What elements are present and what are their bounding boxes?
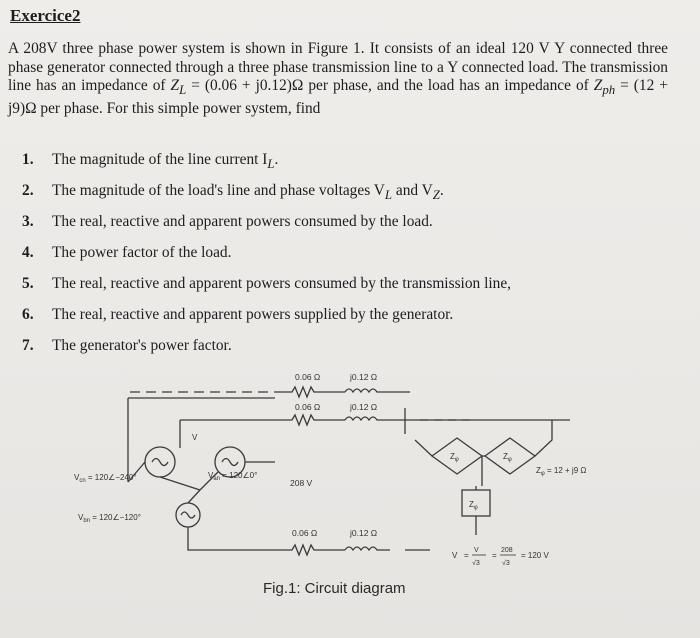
load-label-1: $Z_\varphi$ bbox=[450, 452, 459, 463]
question-end: . bbox=[439, 182, 444, 199]
question-item bbox=[22, 212, 682, 243]
frac-den-2: √3 bbox=[502, 560, 510, 567]
question-end: . bbox=[274, 151, 279, 168]
question-text: The real, reactive and apparent powers supplied by the generator. bbox=[52, 306, 454, 323]
van-label: $V_{an}$ = 120∠0° bbox=[208, 471, 258, 482]
question-list bbox=[22, 150, 682, 367]
exercise-heading: Exercice2 bbox=[10, 6, 81, 25]
line-resistance-top-label: 0.06 Ω bbox=[295, 372, 321, 382]
question-number: 1. bbox=[22, 151, 34, 168]
problem-statement bbox=[8, 40, 668, 118]
line-reactance-bot-label: j0.12 Ω bbox=[350, 528, 378, 538]
question-text: The real, reactive and apparent powers consumed by the load. bbox=[52, 213, 433, 230]
zl-symbol: Z bbox=[170, 77, 180, 95]
zph-value: = (12 + j9)Ω per phase. For this simple power system, find bbox=[8, 77, 668, 117]
equals-sign-2: = bbox=[492, 551, 497, 560]
load-impedance-label: $Z_\varphi = 12 + j9$ Ω bbox=[536, 466, 587, 477]
question-subscript: L bbox=[267, 157, 275, 172]
line-voltage-label: 208 V bbox=[290, 478, 313, 488]
line-resistance-bot-label: 0.06 Ω bbox=[292, 528, 318, 538]
question-text: The real, reactive and apparent powers consumed by the transmission line, bbox=[52, 275, 511, 292]
phase-voltage-result: = 120 V bbox=[521, 551, 549, 560]
zl-subscript: L bbox=[179, 83, 187, 98]
question-number: 2. bbox=[22, 182, 34, 199]
question-mid: and V bbox=[392, 182, 433, 199]
line-reactance-top-label: j0.12 Ω bbox=[350, 372, 378, 382]
question-text: The magnitude of the line current I bbox=[52, 151, 268, 168]
question-number: 7. bbox=[22, 337, 34, 354]
question-item bbox=[22, 150, 682, 181]
question-number: 4. bbox=[22, 244, 34, 261]
intro-text-1: A 208V three phase power system is shown in Figure 1. It consists of an ideal 120 V Y connected three phase generator connected through a three phase transmission line to a Y connected load. The transmission line has an impedance of bbox=[8, 40, 668, 95]
line-resistance-mid-label: 0.06 Ω bbox=[295, 402, 321, 412]
frac-num-2: 208 bbox=[501, 547, 513, 554]
zph-symbol: Z bbox=[593, 77, 603, 95]
phase-voltage-lhs: V bbox=[452, 551, 458, 560]
vcn-label: $V_{cn}$ = 120∠−240° bbox=[74, 473, 137, 484]
question-number: 5. bbox=[22, 275, 34, 292]
frac-den-1: √3 bbox=[472, 560, 480, 567]
question-subscript: L bbox=[384, 188, 393, 203]
question-item bbox=[22, 274, 682, 305]
zph-subscript: ph bbox=[602, 83, 616, 98]
question-item bbox=[22, 305, 682, 336]
question-number: 6. bbox=[22, 306, 34, 323]
load-label-3: $Z_\varphi$ bbox=[469, 500, 478, 511]
question-item bbox=[22, 181, 682, 212]
line-reactance-mid-label: j0.12 Ω bbox=[350, 402, 378, 412]
frac-num-1: V bbox=[474, 547, 479, 554]
question-subscript-2: Z bbox=[432, 188, 440, 203]
load-label-2: $Z_\varphi$ bbox=[503, 452, 512, 463]
question-text: The magnitude of the load's line and phase voltages V bbox=[52, 182, 385, 199]
vbn-label: $V_{bn}$ = 120∠−120° bbox=[78, 513, 141, 524]
question-text: The power factor of the load. bbox=[52, 244, 232, 261]
question-number: 3. bbox=[22, 213, 34, 230]
question-item bbox=[22, 243, 682, 274]
question-text: The generator's power factor. bbox=[52, 337, 232, 354]
vphi-label: V bbox=[192, 433, 198, 442]
zl-value: = (0.06 + j0.12)Ω per phase, and the load has an impedance of bbox=[186, 77, 594, 95]
equals-sign-1: = bbox=[464, 551, 469, 560]
figure-caption: Fig.1: Circuit diagram bbox=[263, 580, 406, 597]
